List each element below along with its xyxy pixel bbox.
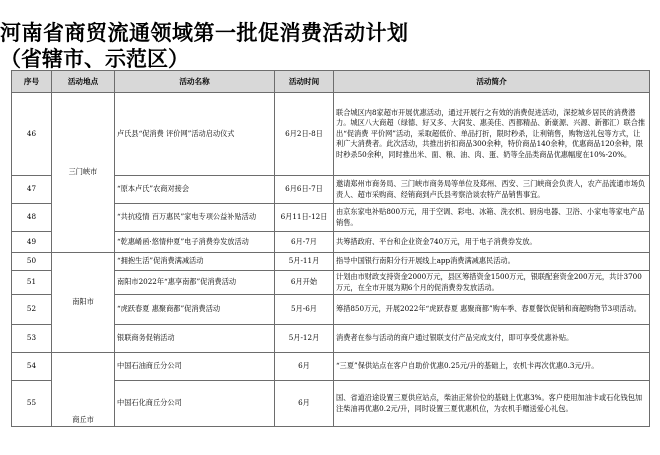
row-time: 5月-12月: [275, 325, 334, 353]
row-time: 6月2日-8日: [275, 93, 334, 176]
row-no: 52: [12, 295, 52, 325]
table-row: [12, 353, 650, 381]
row-name: “拥抱生活”促消费满减活动: [115, 253, 275, 271]
row-time: 6月-7月: [275, 232, 334, 253]
row-name: “共抗疫情 百万惠民”家电专项公益补贴活动: [115, 204, 275, 232]
row-no: 53: [12, 325, 52, 353]
row-location: 南阳市: [52, 253, 115, 353]
row-time: 6月: [275, 381, 334, 427]
row-no: 49: [12, 232, 52, 253]
row-location: 商丘市: [52, 353, 115, 427]
row-desc: 计划由市财政支持资金2000万元，县区筹措资金1500万元，银联配套资金200万元，共计3700万元，在全市开展为期6个月的促消费券发放活动。: [334, 271, 650, 295]
row-no: 46: [12, 93, 52, 176]
row-name: “虎跃春夏 惠聚商都”促消费活动: [115, 295, 275, 325]
row-no: 47: [12, 176, 52, 204]
row-name: 卢氏县“促消费 评价网”活动启动仪式: [115, 93, 275, 176]
row-time: 6月: [275, 353, 334, 381]
row-no: 54: [12, 353, 52, 381]
activity-table: [11, 70, 650, 427]
table-row: [12, 93, 650, 176]
table-row: [12, 253, 650, 271]
row-desc: 国、省道沿途设置三夏供应站点，柴油正常价位的基础上优惠3%。客户使用加油卡或石化钱包加注柴油再优惠0.2元/升，同时设置三夏优惠机位，为农机手赠送爱心礼包。: [334, 381, 650, 427]
row-name: 中国石化商丘分公司: [115, 381, 275, 427]
title-line-1: 河南省商贸流通领域第一批促消费活动计划: [0, 21, 409, 45]
row-location: 三门峡市: [52, 93, 115, 253]
header-no: 序号: [12, 71, 52, 93]
row-time: 5月-11月: [275, 253, 334, 271]
row-desc: 指导中国银行南阳分行开展线上app消费满减惠民活动。: [334, 253, 650, 271]
row-no: 50: [12, 253, 52, 271]
row-desc: 邀请郑州市商务局、三门峡市商务局等单位及郑州、西安、三门峡商会负责人，农产品流通市场负责人、超市采购商、经销商到卢氏县考察洽谈农特产品销售事宜。: [334, 176, 650, 204]
row-desc: 共筹措政府、平台和企业资金740万元，用于电子消费券发放。: [334, 232, 650, 253]
row-no: 48: [12, 204, 52, 232]
row-desc: “三夏”保供站点在客户自助价优惠0.25元/升的基础上，农机卡再次优惠0.3元/升。: [334, 353, 650, 381]
table-header-row: [12, 71, 650, 93]
row-name: “乾惠崤函·悠情仲夏”电子消费券发放活动: [115, 232, 275, 253]
header-time: 活动时间: [275, 71, 334, 93]
row-desc: 筹措850万元，开展2022年“虎跃春夏 惠聚商都”购车季、春夏餐饮促销和商超购物节3项活动。: [334, 295, 650, 325]
row-desc: 消费者在参与活动的商户通过银联支付产品完成支付，即可享受优惠补贴。: [334, 325, 650, 353]
row-no: 51: [12, 271, 52, 295]
row-time: 6月6日-7日: [275, 176, 334, 204]
row-name: “原本卢氏”农商对接会: [115, 176, 275, 204]
header-desc: 活动简介: [334, 71, 650, 93]
header-name: 活动名称: [115, 71, 275, 93]
row-desc: 由京东家电补贴800万元，用于空调、彩电、冰箱、洗衣机、厨房电器、卫浴、小家电等家电产品销售。: [334, 204, 650, 232]
header-location: 活动地点: [52, 71, 115, 93]
row-name: 银联商务促销活动: [115, 325, 275, 353]
row-time: 6月开始: [275, 271, 334, 295]
row-desc: 联合城区内8家超市开展优惠活动，通过开展行之有效的消费促进活动，深挖城乡居民的消费潜力。城区八大商超（绿德、好又多、大润发、惠美佳、西都精品、新豪源、兴源、新都汇）联合推出“促消费 平价网”活动，采取超低价、单品打折，限时秒杀，让利销售，购物送礼包等方式，让利广大消费者。此次活动，共推出折扣商品300余种，特价商品140余种，优惠商品120余种，限时秒杀50余种，同时推出米、面、粮、油、肉、蛋、奶等全品类商品优惠幅度在10%-20%。: [334, 93, 650, 176]
row-name: 中国石油商丘分公司: [115, 353, 275, 381]
row-no: 55: [12, 381, 52, 427]
row-time: 6月11日-12日: [275, 204, 334, 232]
row-time: 5月-6月: [275, 295, 334, 325]
row-name: 南阳市2022年“惠享南都”促消费活动: [115, 271, 275, 295]
title-line-2: （省辖市、示范区）: [0, 47, 189, 71]
